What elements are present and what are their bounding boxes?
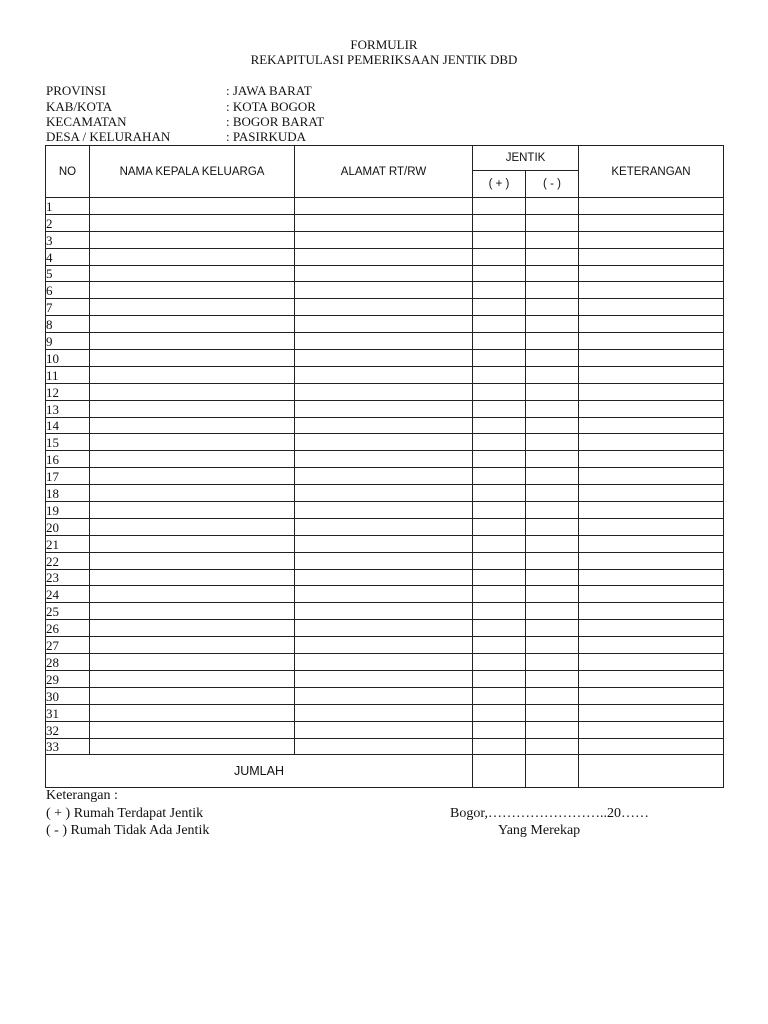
header-jentik-positive: ( + ) xyxy=(473,171,526,198)
total-row xyxy=(46,755,724,788)
keterangan-title: Keterangan : xyxy=(46,788,118,803)
nama-kepala-keluarga-cell[interactable] xyxy=(90,620,295,637)
form-subtitle: REKAPITULASI PEMERIKSAAN JENTIK DBD xyxy=(250,52,518,67)
table-row xyxy=(46,350,724,367)
row-number: 12 xyxy=(46,383,90,400)
keterangan-cell[interactable] xyxy=(579,231,724,248)
nama-kepala-keluarga-cell[interactable] xyxy=(90,451,295,468)
jentik-negative-cell[interactable] xyxy=(526,603,579,620)
keterangan-cell[interactable] xyxy=(579,569,724,586)
row-number: 25 xyxy=(46,603,90,620)
alamat-cell[interactable] xyxy=(295,451,473,468)
jentik-positive-cell[interactable] xyxy=(473,502,526,519)
nama-kepala-keluarga-cell[interactable] xyxy=(90,214,295,231)
alamat-cell[interactable] xyxy=(295,316,473,333)
jentik-positive-cell[interactable] xyxy=(473,687,526,704)
alamat-cell[interactable] xyxy=(295,502,473,519)
jentik-negative-cell[interactable] xyxy=(526,383,579,400)
jentik-positive-cell[interactable] xyxy=(473,654,526,671)
jentik-positive-cell[interactable] xyxy=(473,198,526,215)
table-row xyxy=(46,468,724,485)
nama-kepala-keluarga-cell[interactable] xyxy=(90,603,295,620)
jentik-negative-cell[interactable] xyxy=(526,282,579,299)
table-row xyxy=(46,704,724,721)
table-row xyxy=(46,417,724,434)
alamat-cell[interactable] xyxy=(295,603,473,620)
row-number: 8 xyxy=(46,316,90,333)
table-row xyxy=(46,333,724,350)
alamat-cell[interactable] xyxy=(295,670,473,687)
jentik-positive-cell[interactable] xyxy=(473,434,526,451)
alamat-cell[interactable] xyxy=(295,552,473,569)
jentik-positive-cell[interactable] xyxy=(473,265,526,282)
info-value: : JAWA BARAT xyxy=(226,83,312,98)
table-row xyxy=(46,620,724,637)
row-number: 22 xyxy=(46,552,90,569)
table-row xyxy=(46,214,724,231)
jentik-negative-cell[interactable] xyxy=(526,299,579,316)
info-label: DESA / KELURAHAN xyxy=(46,129,171,144)
row-number: 24 xyxy=(46,586,90,603)
table-row xyxy=(46,265,724,282)
jentik-negative-cell[interactable] xyxy=(526,637,579,654)
nama-kepala-keluarga-cell[interactable] xyxy=(90,721,295,738)
nama-kepala-keluarga-cell[interactable] xyxy=(90,654,295,671)
row-number: 31 xyxy=(46,704,90,721)
keterangan-cell[interactable] xyxy=(579,738,724,755)
table-row xyxy=(46,552,724,569)
keterangan-cell[interactable] xyxy=(579,552,724,569)
jentik-positive-cell[interactable] xyxy=(473,738,526,755)
info-value: : BOGOR BARAT xyxy=(226,114,325,129)
nama-kepala-keluarga-cell[interactable] xyxy=(90,468,295,485)
alamat-cell[interactable] xyxy=(295,586,473,603)
jentik-negative-cell[interactable] xyxy=(526,738,579,755)
keterangan-cell[interactable] xyxy=(579,687,724,704)
jentik-negative-cell[interactable] xyxy=(526,518,579,535)
jentik-positive-cell[interactable] xyxy=(473,231,526,248)
header-alamat: ALAMAT RT/RW xyxy=(295,146,473,198)
nama-kepala-keluarga-cell[interactable] xyxy=(90,485,295,502)
table-row xyxy=(46,569,724,586)
row-number: 15 xyxy=(46,434,90,451)
jentik-negative-cell[interactable] xyxy=(526,485,579,502)
table-row xyxy=(46,586,724,603)
nama-kepala-keluarga-cell[interactable] xyxy=(90,518,295,535)
nama-kepala-keluarga-cell[interactable] xyxy=(90,316,295,333)
table-row xyxy=(46,383,724,400)
jentik-negative-cell[interactable] xyxy=(526,569,579,586)
header-jentik-negative: ( - ) xyxy=(526,171,579,198)
jentik-negative-cell[interactable] xyxy=(526,434,579,451)
jentik-positive-cell[interactable] xyxy=(473,586,526,603)
nama-kepala-keluarga-cell[interactable] xyxy=(90,400,295,417)
nama-kepala-keluarga-cell[interactable] xyxy=(90,535,295,552)
jentik-positive-cell[interactable] xyxy=(473,366,526,383)
keterangan-cell[interactable] xyxy=(579,518,724,535)
nama-kepala-keluarga-cell[interactable] xyxy=(90,366,295,383)
jentik-negative-cell[interactable] xyxy=(526,451,579,468)
table-row xyxy=(46,637,724,654)
jentik-negative-cell[interactable] xyxy=(526,468,579,485)
jentik-positive-cell[interactable] xyxy=(473,350,526,367)
jentik-negative-cell[interactable] xyxy=(526,620,579,637)
jentik-negative-cell[interactable] xyxy=(526,654,579,671)
keterangan-cell[interactable] xyxy=(579,586,724,603)
nama-kepala-keluarga-cell[interactable] xyxy=(90,704,295,721)
jentik-negative-cell[interactable] xyxy=(526,704,579,721)
jentik-positive-cell[interactable] xyxy=(473,535,526,552)
jentik-negative-cell[interactable] xyxy=(526,366,579,383)
jentik-positive-cell[interactable] xyxy=(473,299,526,316)
alamat-cell[interactable] xyxy=(295,299,473,316)
row-number: 28 xyxy=(46,654,90,671)
keterangan-cell[interactable] xyxy=(579,637,724,654)
alamat-cell[interactable] xyxy=(295,434,473,451)
nama-kepala-keluarga-cell[interactable] xyxy=(90,738,295,755)
nama-kepala-keluarga-cell[interactable] xyxy=(90,383,295,400)
info-label: KECAMATAN xyxy=(46,114,127,129)
keterangan-cell[interactable] xyxy=(579,502,724,519)
keterangan-cell[interactable] xyxy=(579,485,724,502)
keterangan-cell[interactable] xyxy=(579,603,724,620)
alamat-cell[interactable] xyxy=(295,687,473,704)
jentik-negative-cell[interactable] xyxy=(526,248,579,265)
jentik-positive-cell[interactable] xyxy=(473,620,526,637)
table-row xyxy=(46,721,724,738)
alamat-cell[interactable] xyxy=(295,400,473,417)
keterangan-cell[interactable] xyxy=(579,198,724,215)
table-row xyxy=(46,485,724,502)
jentik-negative-cell[interactable] xyxy=(526,586,579,603)
row-number: 33 xyxy=(46,738,90,755)
jentik-negative-cell[interactable] xyxy=(526,316,579,333)
keterangan-cell[interactable] xyxy=(579,400,724,417)
table-row xyxy=(46,198,724,215)
alamat-cell[interactable] xyxy=(295,738,473,755)
nama-kepala-keluarga-cell[interactable] xyxy=(90,282,295,299)
jentik-negative-cell[interactable] xyxy=(526,231,579,248)
alamat-cell[interactable] xyxy=(295,231,473,248)
row-number: 29 xyxy=(46,670,90,687)
jentik-positive-cell[interactable] xyxy=(473,383,526,400)
table-row xyxy=(46,738,724,755)
jentik-positive-cell[interactable] xyxy=(473,552,526,569)
jentik-negative-cell[interactable] xyxy=(526,400,579,417)
alamat-cell[interactable] xyxy=(295,721,473,738)
jentik-positive-cell[interactable] xyxy=(473,569,526,586)
row-number: 17 xyxy=(46,468,90,485)
nama-kepala-keluarga-cell[interactable] xyxy=(90,586,295,603)
total-label: JUMLAH xyxy=(46,755,473,788)
nama-kepala-keluarga-cell[interactable] xyxy=(90,333,295,350)
jentik-positive-cell[interactable] xyxy=(473,316,526,333)
alamat-cell[interactable] xyxy=(295,282,473,299)
alamat-cell[interactable] xyxy=(295,333,473,350)
jentik-negative-cell[interactable] xyxy=(526,687,579,704)
jentik-positive-cell[interactable] xyxy=(473,485,526,502)
alamat-cell[interactable] xyxy=(295,704,473,721)
row-number: 10 xyxy=(46,350,90,367)
nama-kepala-keluarga-cell[interactable] xyxy=(90,687,295,704)
jentik-negative-cell[interactable] xyxy=(526,670,579,687)
jentik-positive-cell[interactable] xyxy=(473,721,526,738)
row-number: 3 xyxy=(46,231,90,248)
alamat-cell[interactable] xyxy=(295,637,473,654)
form-title: FORMULIR xyxy=(350,37,418,52)
nama-kepala-keluarga-cell[interactable] xyxy=(90,265,295,282)
row-number: 2 xyxy=(46,214,90,231)
table-row xyxy=(46,502,724,519)
keterangan-cell[interactable] xyxy=(579,333,724,350)
keterangan-cell[interactable] xyxy=(579,248,724,265)
jentik-negative-cell[interactable] xyxy=(526,265,579,282)
alamat-cell[interactable] xyxy=(295,535,473,552)
table-row xyxy=(46,248,724,265)
keterangan-cell[interactable] xyxy=(579,316,724,333)
table-row xyxy=(46,451,724,468)
alamat-cell[interactable] xyxy=(295,468,473,485)
table-row xyxy=(46,670,724,687)
nama-kepala-keluarga-cell[interactable] xyxy=(90,350,295,367)
row-number: 20 xyxy=(46,518,90,535)
jentik-negative-cell[interactable] xyxy=(526,214,579,231)
row-number: 4 xyxy=(46,248,90,265)
nama-kepala-keluarga-cell[interactable] xyxy=(90,502,295,519)
table-row xyxy=(46,518,724,535)
table-row xyxy=(46,687,724,704)
keterangan-cell[interactable] xyxy=(579,434,724,451)
jentik-positive-cell[interactable] xyxy=(473,603,526,620)
keterangan-cell[interactable] xyxy=(579,265,724,282)
table-row xyxy=(46,535,724,552)
row-number: 5 xyxy=(46,265,90,282)
nama-kepala-keluarga-cell[interactable] xyxy=(90,670,295,687)
header-jentik: JENTIK xyxy=(473,146,579,171)
header-keterangan: KETERANGAN xyxy=(579,146,724,198)
nama-kepala-keluarga-cell[interactable] xyxy=(90,299,295,316)
keterangan-cell[interactable] xyxy=(579,670,724,687)
jentik-positive-cell[interactable] xyxy=(473,518,526,535)
jentik-positive-cell[interactable] xyxy=(473,248,526,265)
keterangan-cell[interactable] xyxy=(579,535,724,552)
nama-kepala-keluarga-cell[interactable] xyxy=(90,417,295,434)
row-number: 6 xyxy=(46,282,90,299)
table-row xyxy=(46,282,724,299)
jentik-negative-cell[interactable] xyxy=(526,198,579,215)
nama-kepala-keluarga-cell[interactable] xyxy=(90,569,295,586)
table-row xyxy=(46,366,724,383)
info-label: KAB/KOTA xyxy=(46,99,113,114)
keterangan-cell[interactable] xyxy=(579,366,724,383)
row-number: 26 xyxy=(46,620,90,637)
keterangan-cell[interactable] xyxy=(579,468,724,485)
row-number: 27 xyxy=(46,637,90,654)
keterangan-cell[interactable] xyxy=(579,721,724,738)
row-number: 18 xyxy=(46,485,90,502)
alamat-cell[interactable] xyxy=(295,366,473,383)
jentik-negative-cell[interactable] xyxy=(526,552,579,569)
jentik-positive-cell[interactable] xyxy=(473,704,526,721)
alamat-cell[interactable] xyxy=(295,485,473,502)
row-number: 1 xyxy=(46,198,90,215)
jentik-positive-cell[interactable] xyxy=(473,451,526,468)
keterangan-cell[interactable] xyxy=(579,383,724,400)
header-nama-kepala-keluarga: NAMA KEPALA KELUARGA xyxy=(90,146,295,198)
signer-label: Yang Merekap xyxy=(498,823,581,838)
table-row xyxy=(46,603,724,620)
keterangan-cell[interactable] xyxy=(579,417,724,434)
alamat-cell[interactable] xyxy=(295,214,473,231)
alamat-cell[interactable] xyxy=(295,518,473,535)
alamat-cell[interactable] xyxy=(295,569,473,586)
table-row xyxy=(46,299,724,316)
rekap-table xyxy=(45,145,724,788)
keterangan-cell[interactable] xyxy=(579,451,724,468)
nama-kepala-keluarga-cell[interactable] xyxy=(90,248,295,265)
info-value: : PASIRKUDA xyxy=(226,129,307,144)
keterangan-cell[interactable] xyxy=(579,620,724,637)
alamat-cell[interactable] xyxy=(295,248,473,265)
total-jentik-negative[interactable] xyxy=(526,755,579,788)
jentik-negative-cell[interactable] xyxy=(526,721,579,738)
table-row xyxy=(46,654,724,671)
alamat-cell[interactable] xyxy=(295,350,473,367)
alamat-cell[interactable] xyxy=(295,265,473,282)
jentik-positive-cell[interactable] xyxy=(473,417,526,434)
keterangan-cell[interactable] xyxy=(579,654,724,671)
keterangan-cell[interactable] xyxy=(579,282,724,299)
nama-kepala-keluarga-cell[interactable] xyxy=(90,231,295,248)
table-row xyxy=(46,231,724,248)
row-number: 19 xyxy=(46,502,90,519)
jentik-positive-cell[interactable] xyxy=(473,400,526,417)
row-number: 13 xyxy=(46,400,90,417)
jentik-negative-cell[interactable] xyxy=(526,350,579,367)
jentik-positive-cell[interactable] xyxy=(473,333,526,350)
jentik-positive-cell[interactable] xyxy=(473,468,526,485)
table-row xyxy=(46,316,724,333)
nama-kepala-keluarga-cell[interactable] xyxy=(90,198,295,215)
keterangan-cell[interactable] xyxy=(579,704,724,721)
total-keterangan[interactable] xyxy=(579,755,724,788)
row-number: 9 xyxy=(46,333,90,350)
alamat-cell[interactable] xyxy=(295,654,473,671)
keterangan-cell[interactable] xyxy=(579,214,724,231)
info-label: PROVINSI xyxy=(46,83,106,98)
row-number: 23 xyxy=(46,569,90,586)
legend-negative: ( - ) Rumah Tidak Ada Jentik xyxy=(46,823,210,838)
jentik-positive-cell[interactable] xyxy=(473,670,526,687)
alamat-cell[interactable] xyxy=(295,417,473,434)
alamat-cell[interactable] xyxy=(295,620,473,637)
jentik-negative-cell[interactable] xyxy=(526,502,579,519)
keterangan-cell[interactable] xyxy=(579,350,724,367)
alamat-cell[interactable] xyxy=(295,383,473,400)
jentik-negative-cell[interactable] xyxy=(526,333,579,350)
nama-kepala-keluarga-cell[interactable] xyxy=(90,434,295,451)
row-number: 7 xyxy=(46,299,90,316)
total-jentik-positive[interactable] xyxy=(473,755,526,788)
jentik-positive-cell[interactable] xyxy=(473,214,526,231)
jentik-positive-cell[interactable] xyxy=(473,282,526,299)
jentik-positive-cell[interactable] xyxy=(473,637,526,654)
jentik-negative-cell[interactable] xyxy=(526,417,579,434)
keterangan-cell[interactable] xyxy=(579,299,724,316)
row-number: 32 xyxy=(46,721,90,738)
jentik-negative-cell[interactable] xyxy=(526,535,579,552)
place-date: Bogor,……………………..20…… xyxy=(450,806,649,821)
legend-positive: ( + ) Rumah Terdapat Jentik xyxy=(46,806,204,821)
table-row xyxy=(46,434,724,451)
row-number: 14 xyxy=(46,417,90,434)
alamat-cell[interactable] xyxy=(295,198,473,215)
row-number: 16 xyxy=(46,451,90,468)
nama-kepala-keluarga-cell[interactable] xyxy=(90,637,295,654)
row-number: 21 xyxy=(46,535,90,552)
table-row xyxy=(46,400,724,417)
info-value: : KOTA BOGOR xyxy=(226,99,316,114)
nama-kepala-keluarga-cell[interactable] xyxy=(90,552,295,569)
header-no: NO xyxy=(46,146,90,198)
row-number: 30 xyxy=(46,687,90,704)
row-number: 11 xyxy=(46,366,90,383)
